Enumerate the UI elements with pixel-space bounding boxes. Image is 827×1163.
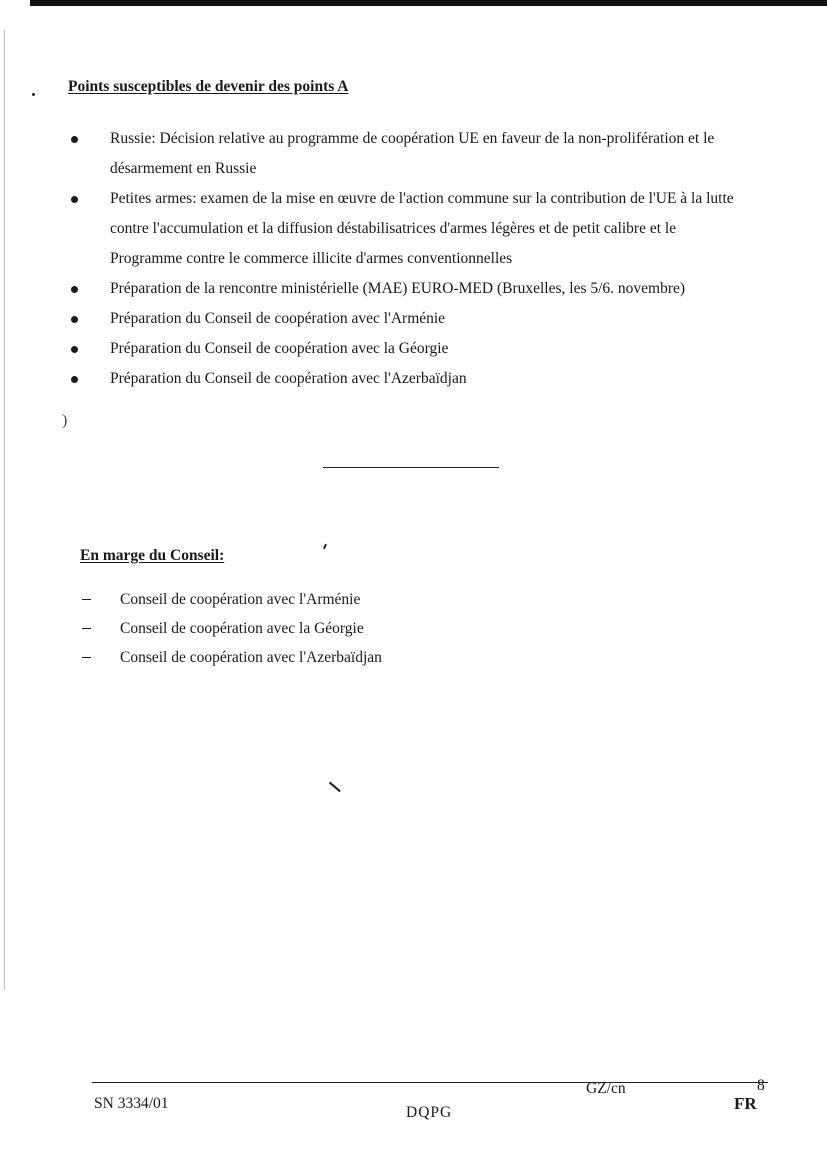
- footer-doc-code: SN 3334/01: [94, 1095, 169, 1112]
- stray-mark: [323, 544, 327, 549]
- heading-en-marge: En marge du Conseil:: [80, 547, 225, 564]
- list-item: [68, 304, 748, 334]
- bullet-icon: [71, 376, 78, 383]
- bullet-icon: [71, 286, 78, 293]
- footer-rule: [92, 1082, 768, 1083]
- list-item: [80, 585, 680, 614]
- list-item: [68, 274, 748, 304]
- list-item-text: Conseil de coopération avec l'Azerbaïdjan: [120, 649, 382, 666]
- scan-top-border: [30, 0, 827, 6]
- footer-department: DQPG: [406, 1104, 453, 1121]
- dash-icon: [82, 599, 91, 600]
- footer-initials: GZ/cn: [586, 1080, 626, 1097]
- section-separator: [323, 467, 499, 468]
- list-item: [68, 334, 748, 364]
- list-item-text: Préparation du Conseil de coopération avec l'Arménie: [110, 310, 446, 327]
- heading-points-a: Points susceptibles de devenir des points A: [68, 78, 349, 95]
- bullet-icon: [71, 136, 78, 143]
- stray-mark: [329, 782, 341, 792]
- dash-icon: [82, 628, 91, 629]
- footer-page-number: 8: [757, 1077, 765, 1094]
- bullet-icon: [71, 346, 78, 353]
- points-a-list: [68, 124, 748, 394]
- footer-language: FR: [734, 1094, 757, 1113]
- list-item-text: Préparation du Conseil de coopération avec la Géorgie: [110, 340, 449, 357]
- list-item: [68, 124, 748, 184]
- list-item-text: Conseil de coopération avec la Géorgie: [120, 620, 364, 637]
- en-marge-list: [80, 585, 680, 672]
- list-item-text: Préparation du Conseil de coopération avec l'Azerbaïdjan: [110, 370, 467, 387]
- margin-parenthesis: ): [62, 412, 68, 429]
- list-item-text: Russie: Décision relative au programme de coopération UE en faveur de la non-prolifération et le désarmement en Russie: [110, 130, 715, 177]
- margin-dot: [32, 93, 35, 96]
- list-item: [80, 643, 680, 672]
- list-item: [68, 184, 748, 274]
- list-item-text: Petites armes: examen de la mise en œuvre de l'action commune sur la contribution de l'UE à la lutte contre l'accumulation et la diffusion déstabilisatrices d'armes légères et de petit calibre et le Programme contre le commerce illicite d'armes conventionnelles: [110, 190, 734, 267]
- list-item-text: Préparation de la rencontre ministérielle (MAE) EURO-MED (Bruxelles, les 5/6. novembre): [110, 280, 686, 297]
- list-item: [80, 614, 680, 643]
- bullet-icon: [71, 196, 78, 203]
- list-item: [68, 364, 748, 394]
- bullet-icon: [71, 316, 78, 323]
- scan-left-edge: [4, 30, 5, 990]
- list-item-text: Conseil de coopération avec l'Arménie: [120, 591, 361, 608]
- dash-icon: [82, 657, 91, 658]
